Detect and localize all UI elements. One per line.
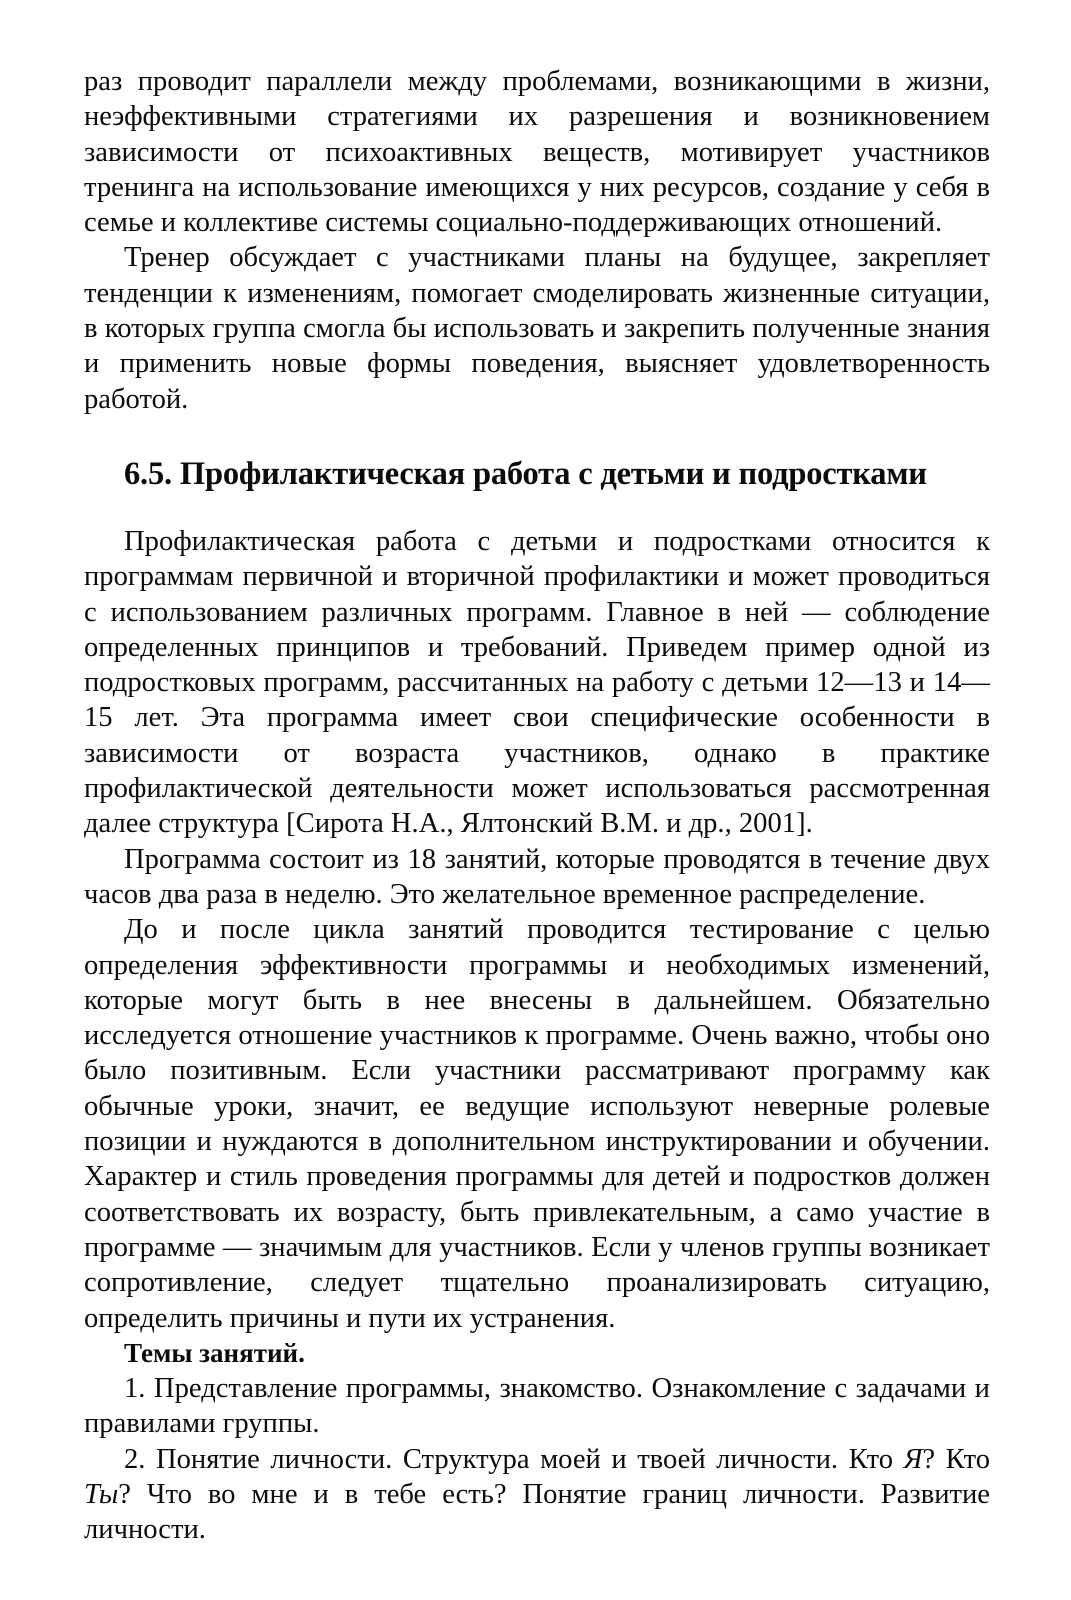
page-text	[84, 64, 990, 1548]
topic-item-1: 1. Представление программы, знакомство. Ознакомление с задачами и правилами группы.	[84, 1373, 990, 1440]
paragraph-prevention-intro: Профилактическая работа с детьми и подростками относится к программам первичной и вторичной профилактики и может проводиться с использованием различных программ. Главное в ней — соблюдение определенных принципов и требований. Приведем пример одной из подростковых программ, рассчитанных на работу с детьми 12—13 и 14—15 лет. Эта программа имеет свои специфические особенности в зависимости от возраста участников, однако в практике профилактической деятельности может использоваться рассмотренная далее структура [Сирота Н.А., Ялтонский В.М. и др., 2001].	[84, 525, 990, 840]
topic-item-2-text-c: ? Что во мне и в тебе есть? Понятие границ личности. Развитие личности.	[84, 1478, 990, 1546]
topic-item-2-text-a: 2. Понятие личности. Структура моей и твоей личности. Кто	[124, 1443, 904, 1475]
topic-item-2-italic-ya: Я	[903, 1443, 923, 1475]
paragraph-continuation: раз проводит параллели между проблемами, возникающими в жизни, неэффективными стратегиями их разрешения и возникновением зависимости от психоактивных веществ, мотивирует участников тренинга на использование имеющихся у них ресурсов, создание у себя в семье и коллективе системы социально-поддерживающих отношений.	[84, 66, 990, 239]
section-heading: 6.5. Профилактическая работа с детьми и подростками	[124, 455, 927, 492]
topics-heading: Темы занятий.	[124, 1337, 305, 1368]
topic-item-2-text-b: ? Кто	[922, 1443, 990, 1475]
paragraph-program-schedule: Программа состоит из 18 занятий, которые проводятся в течение двух часов два раза в неделю. Это желательное временное распределение.	[84, 843, 990, 910]
topic-item-2	[84, 1442, 990, 1548]
paragraph-testing: До и после цикла занятий проводится тестирование с целью определения эффективности программы и необходимых изменений, которые могут быть в нее внесены в дальнейшем. Обязательно исследуется отношение участников к программе. Очень важно, чтобы оно было позитивным. Если участники рассматривают программу как обычные уроки, значит, ее ведущие используют неверные ролевые позиции и нуждаются в дополнительном инструктировании и обучении. Характер и стиль проведения программы для детей и подростков должен соответствовать их возрасту, быть привлекательным, а само участие в программе — значимым для участников. Если у членов группы возникает сопротивление, следует тщательно проанализировать ситуацию, определить причины и пути их устранения.	[84, 914, 990, 1334]
topic-item-2-italic-ty: Ты	[84, 1478, 119, 1510]
paragraph-trainer: Тренер обсуждает с участниками планы на будущее, закрепляет тенденции к изменениям, помогает смоделировать жизненные ситуации, в которых группа смогла бы использовать и закрепить полученные знания и применить новые формы поведения, выясняет удовлетворенность работой.	[84, 242, 990, 415]
